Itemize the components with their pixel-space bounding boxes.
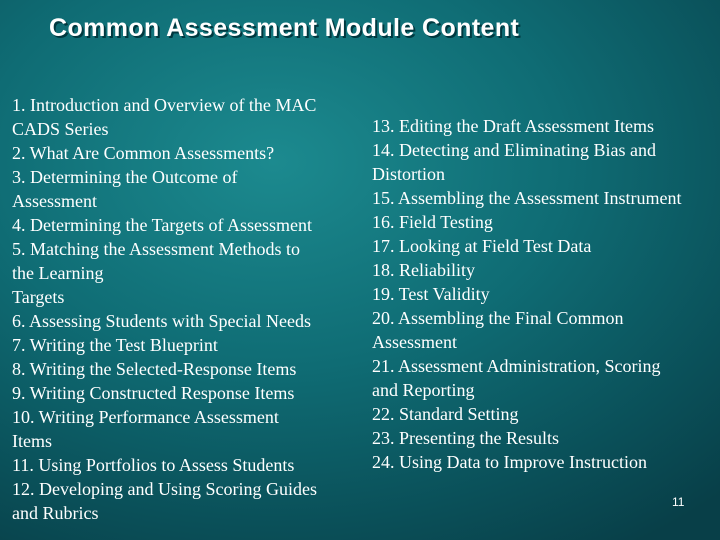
list-item: 17. Looking at Field Test Data (372, 236, 592, 256)
list-item: 19. Test Validity (372, 284, 490, 304)
list-item: 14. Detecting and Eliminating Bias and (372, 140, 656, 160)
list-item: 20. Assembling the Final Common (372, 308, 624, 328)
slide-title: Common Assessment Module Content (49, 14, 520, 42)
list-item: 3. Determining the Outcome of (12, 167, 238, 187)
list-item: Assessment (12, 191, 97, 211)
list-item: and Reporting (372, 380, 475, 400)
module-list-left (12, 93, 362, 525)
page-number: 11 (672, 495, 685, 509)
list-item: 2. What Are Common Assessments? (12, 143, 275, 163)
list-item: Distortion (372, 164, 446, 184)
list-item: 9. Writing Constructed Response Items (12, 383, 295, 403)
list-item: 1. Introduction and Overview of the MAC (12, 95, 317, 115)
list-item: 23. Presenting the Results (372, 428, 559, 448)
list-item: 12. Developing and Using Scoring Guides (12, 479, 317, 499)
list-item: 5. Matching the Assessment Methods to (12, 239, 300, 259)
list-item: 13. Editing the Draft Assessment Items (372, 116, 654, 136)
list-item: 8. Writing the Selected-Response Items (12, 359, 297, 379)
list-item: 18. Reliability (372, 260, 475, 280)
list-item: 22. Standard Setting (372, 404, 519, 424)
list-item: the Learning (12, 263, 104, 283)
list-item: 21. Assessment Administration, Scoring (372, 356, 661, 376)
list-item: CADS Series (12, 119, 109, 139)
list-item: 24. Using Data to Improve Instruction (372, 452, 647, 472)
list-item: and Rubrics (12, 503, 99, 523)
list-item: 4. Determining the Targets of Assessment (12, 215, 313, 235)
list-item: 15. Assembling the Assessment Instrument (372, 188, 682, 208)
list-item: Items (12, 431, 52, 451)
list-item: Targets (12, 287, 65, 307)
module-list-right (372, 114, 720, 474)
list-item: 11. Using Portfolios to Assess Students (12, 455, 295, 475)
list-item: 16. Field Testing (372, 212, 493, 232)
list-item: Assessment (372, 332, 457, 352)
list-item: 10. Writing Performance Assessment (12, 407, 279, 427)
list-item: 6. Assessing Students with Special Needs (12, 311, 311, 331)
list-item: 7. Writing the Test Blueprint (12, 335, 218, 355)
